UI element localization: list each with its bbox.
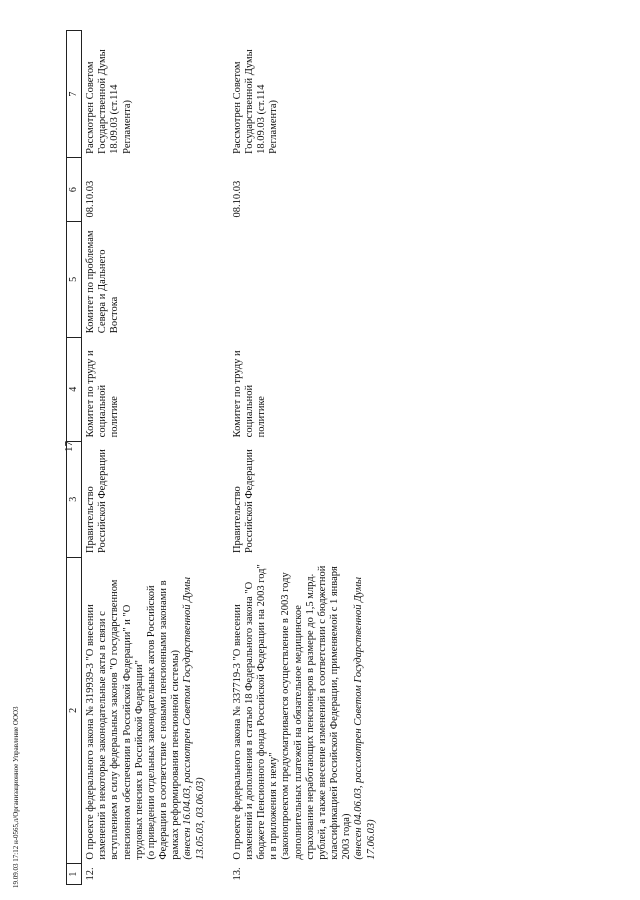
- column-header: 2: [67, 557, 82, 864]
- column-header: 5: [67, 221, 82, 337]
- agenda-table: [66, 30, 386, 885]
- coexecutor-committee-cell: Комитет по проблемам Севера и Дальнего Востока: [85, 230, 121, 334]
- status-cell: Рассмотрен Советом Государственной Думы 18.09.03 (ст.114 Регламента): [85, 49, 133, 154]
- row-number: 13.: [231, 867, 243, 881]
- column-header: 6: [67, 158, 82, 222]
- column-header: 7: [67, 31, 82, 158]
- row-spacer: [215, 31, 229, 885]
- column-header: 1: [67, 864, 82, 885]
- row-number: 12.: [85, 867, 96, 881]
- rotated-table-wrapper: [66, 30, 634, 885]
- bill-meta: (внесен 16.04.03, рассмотрен Советом Государственной Думы 13.05.03, 03.06.03): [182, 577, 206, 860]
- bill-meta: (внесен 04.06.03, рассмотрен Советом Государственной Думы 17.06.03): [353, 577, 377, 860]
- page-number: 17: [63, 441, 75, 452]
- initiator-cell: Правительство Российской Федерации: [231, 449, 255, 554]
- footer-print-stamp: 19.09.03 17:12 н-0565,л/Организационное Управление ООО3: [12, 706, 20, 888]
- table-row: [82, 31, 215, 885]
- date-cell: 08.10.03: [85, 180, 96, 218]
- coexecutor-committee-cell: [229, 221, 386, 337]
- bill-title: О проекте федерального закона № 337719-3 "О внесении изменений и дополнения в статью 18 Федерального закона "О бюджете Пенсионного фонда Российской Федерации на 2003 год" и в приложения к нему": [231, 564, 280, 860]
- bill-note: (законопроектом предусматривается осуществление в 2003 году дополнительных платежей на обязательное медицинское страхование неработающих пенсионеров в размере до 1,5 млрд. рублей, а также внесение изменений в соответствии с бюджетной классификацией Российской Федерации, применяемой с 1 января 2003 года): [280, 565, 353, 860]
- bill-note: (о приведении отдельных законодательных актов Российской Федерации в соответствие с новыми пенсионными законами в рамках реформирования пенсионной системы): [145, 580, 182, 860]
- bill-description: [82, 557, 215, 864]
- table-header-row: [67, 31, 82, 885]
- column-header: 4: [67, 337, 82, 441]
- responsible-committee-cell: Комитет по труду и социальной политике: [85, 350, 121, 438]
- responsible-committee-cell: Комитет по труду и социальной политике: [231, 350, 268, 438]
- table-row: [229, 31, 386, 885]
- bill-description: [229, 557, 386, 864]
- status-cell: Рассмотрен Советом Государственной Думы 18.09.03 (ст.114 Регламента): [231, 49, 280, 154]
- bill-title: О проекте федерального закона № 319939-3 "О внесении изменений в некоторые законодательные акты в связи с вступлением в силу федеральных законов "О государственном пенсионном обеспечении в Российской Федерации" и "О трудовых пенсиях в Российской Федерации": [85, 579, 145, 860]
- column-header: 3: [67, 441, 82, 557]
- date-cell: 08.10.03: [231, 180, 243, 218]
- initiator-cell: Правительство Российской Федерации: [85, 449, 109, 554]
